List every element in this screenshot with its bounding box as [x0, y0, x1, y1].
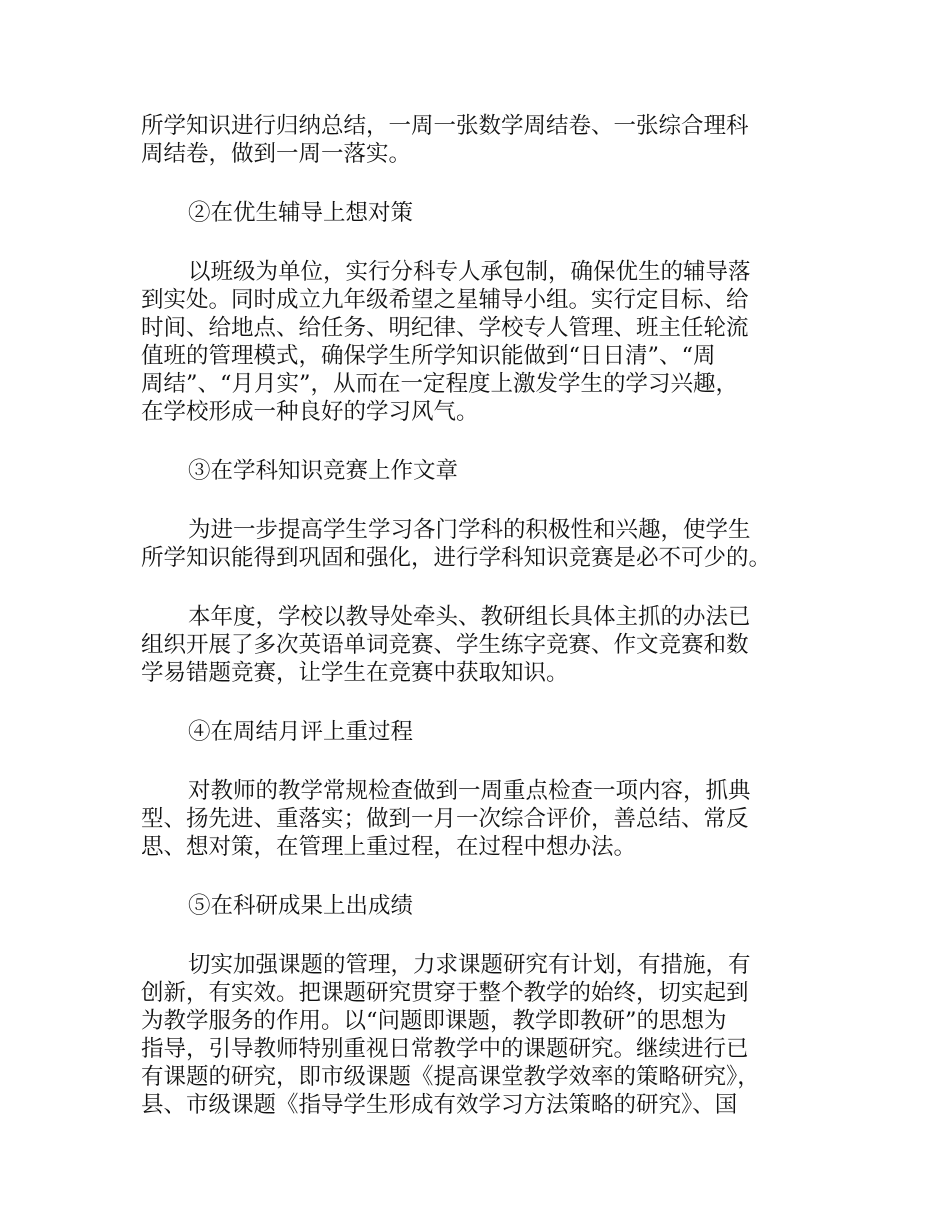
text-line: 所学知识进行归纳总结，一周一张数学周结卷、一张综合理科: [141, 113, 749, 139]
paragraph-research-results: [141, 951, 821, 1119]
text-line: 时间、给地点、给任务、明纪律、学校专人管理、班主任轮流: [141, 315, 749, 341]
paragraph-competitions-this-year: [141, 603, 821, 687]
document-page: [141, 112, 821, 1150]
text-line: 组织开展了多次英语单词竞赛、学生练字竞赛、作文竞赛和数: [141, 632, 749, 658]
text-line: 创新，有实效。把课题研究贯穿于整个教学的始终，切实起到: [141, 980, 749, 1006]
paragraph-weekly-monthly-review: [141, 777, 821, 861]
text-line: 有课题的研究，即市级课题《提高课堂教学效率的策略研究》，: [141, 1064, 760, 1090]
text-line: 在学校形成一种良好的学习风气。: [141, 399, 479, 425]
paragraph-top-student-tutoring: [141, 258, 821, 426]
text-line: 所学知识能得到巩固和强化，进行学科知识竞赛是必不可少的。: [141, 545, 772, 571]
text-line: 以班级为单位，实行分科专人承包制，确保优生的辅导落: [188, 259, 751, 285]
section-heading-research-results: ⑤在科研成果上出成绩: [188, 893, 414, 919]
text-line: 到实处。同时成立九年级希望之星辅导小组。实行定目标、给: [141, 287, 749, 313]
section-heading-top-student-tutoring: ②在优生辅导上想对策: [188, 200, 414, 226]
text-line: 本年度，学校以教导处牵头、教研组长具体主抓的办法已: [188, 604, 751, 630]
text-line: 为教学服务的作用。以“问题即课题，教学即教研”的思想为: [141, 1008, 727, 1034]
section-heading-knowledge-competition: ③在学科知识竞赛上作文章: [188, 458, 459, 484]
text-line: 型、扬先进、重落实；做到一月一次综合评价，善总结、常反: [141, 806, 749, 832]
text-line: 县、市级课题《指导学生形成有效学习方法策略的研究》、国: [141, 1092, 738, 1118]
section-heading-weekly-monthly-review: ④在周结月评上重过程: [188, 719, 414, 745]
paragraph-knowledge-competition: [141, 516, 821, 572]
text-line: 周结”、“月月实”，从而在一定程度上激发学生的学习兴趣，: [141, 371, 739, 397]
text-line: 对教师的教学常规检查做到一周重点检查一项内容，抓典: [188, 778, 751, 804]
text-line: 指导，引导教师特别重视日常教学中的课题研究。继续进行已: [141, 1036, 749, 1062]
text-line: 为进一步提高学生学习各门学科的积极性和兴趣，使学生: [188, 517, 751, 543]
text-line: 值班的管理模式，确保学生所学知识能做到“日日清”、“周: [141, 343, 716, 369]
paragraph-summary-continuation: [141, 112, 821, 168]
text-line: 思、想对策，在管理上重过程，在过程中想办法。: [141, 834, 637, 860]
text-line: 切实加强课题的管理，力求课题研究有计划，有措施，有: [188, 952, 751, 978]
text-line: 学易错题竞赛，让学生在竞赛中获取知识。: [141, 660, 569, 686]
text-line: 周结卷，做到一周一落实。: [141, 141, 412, 167]
